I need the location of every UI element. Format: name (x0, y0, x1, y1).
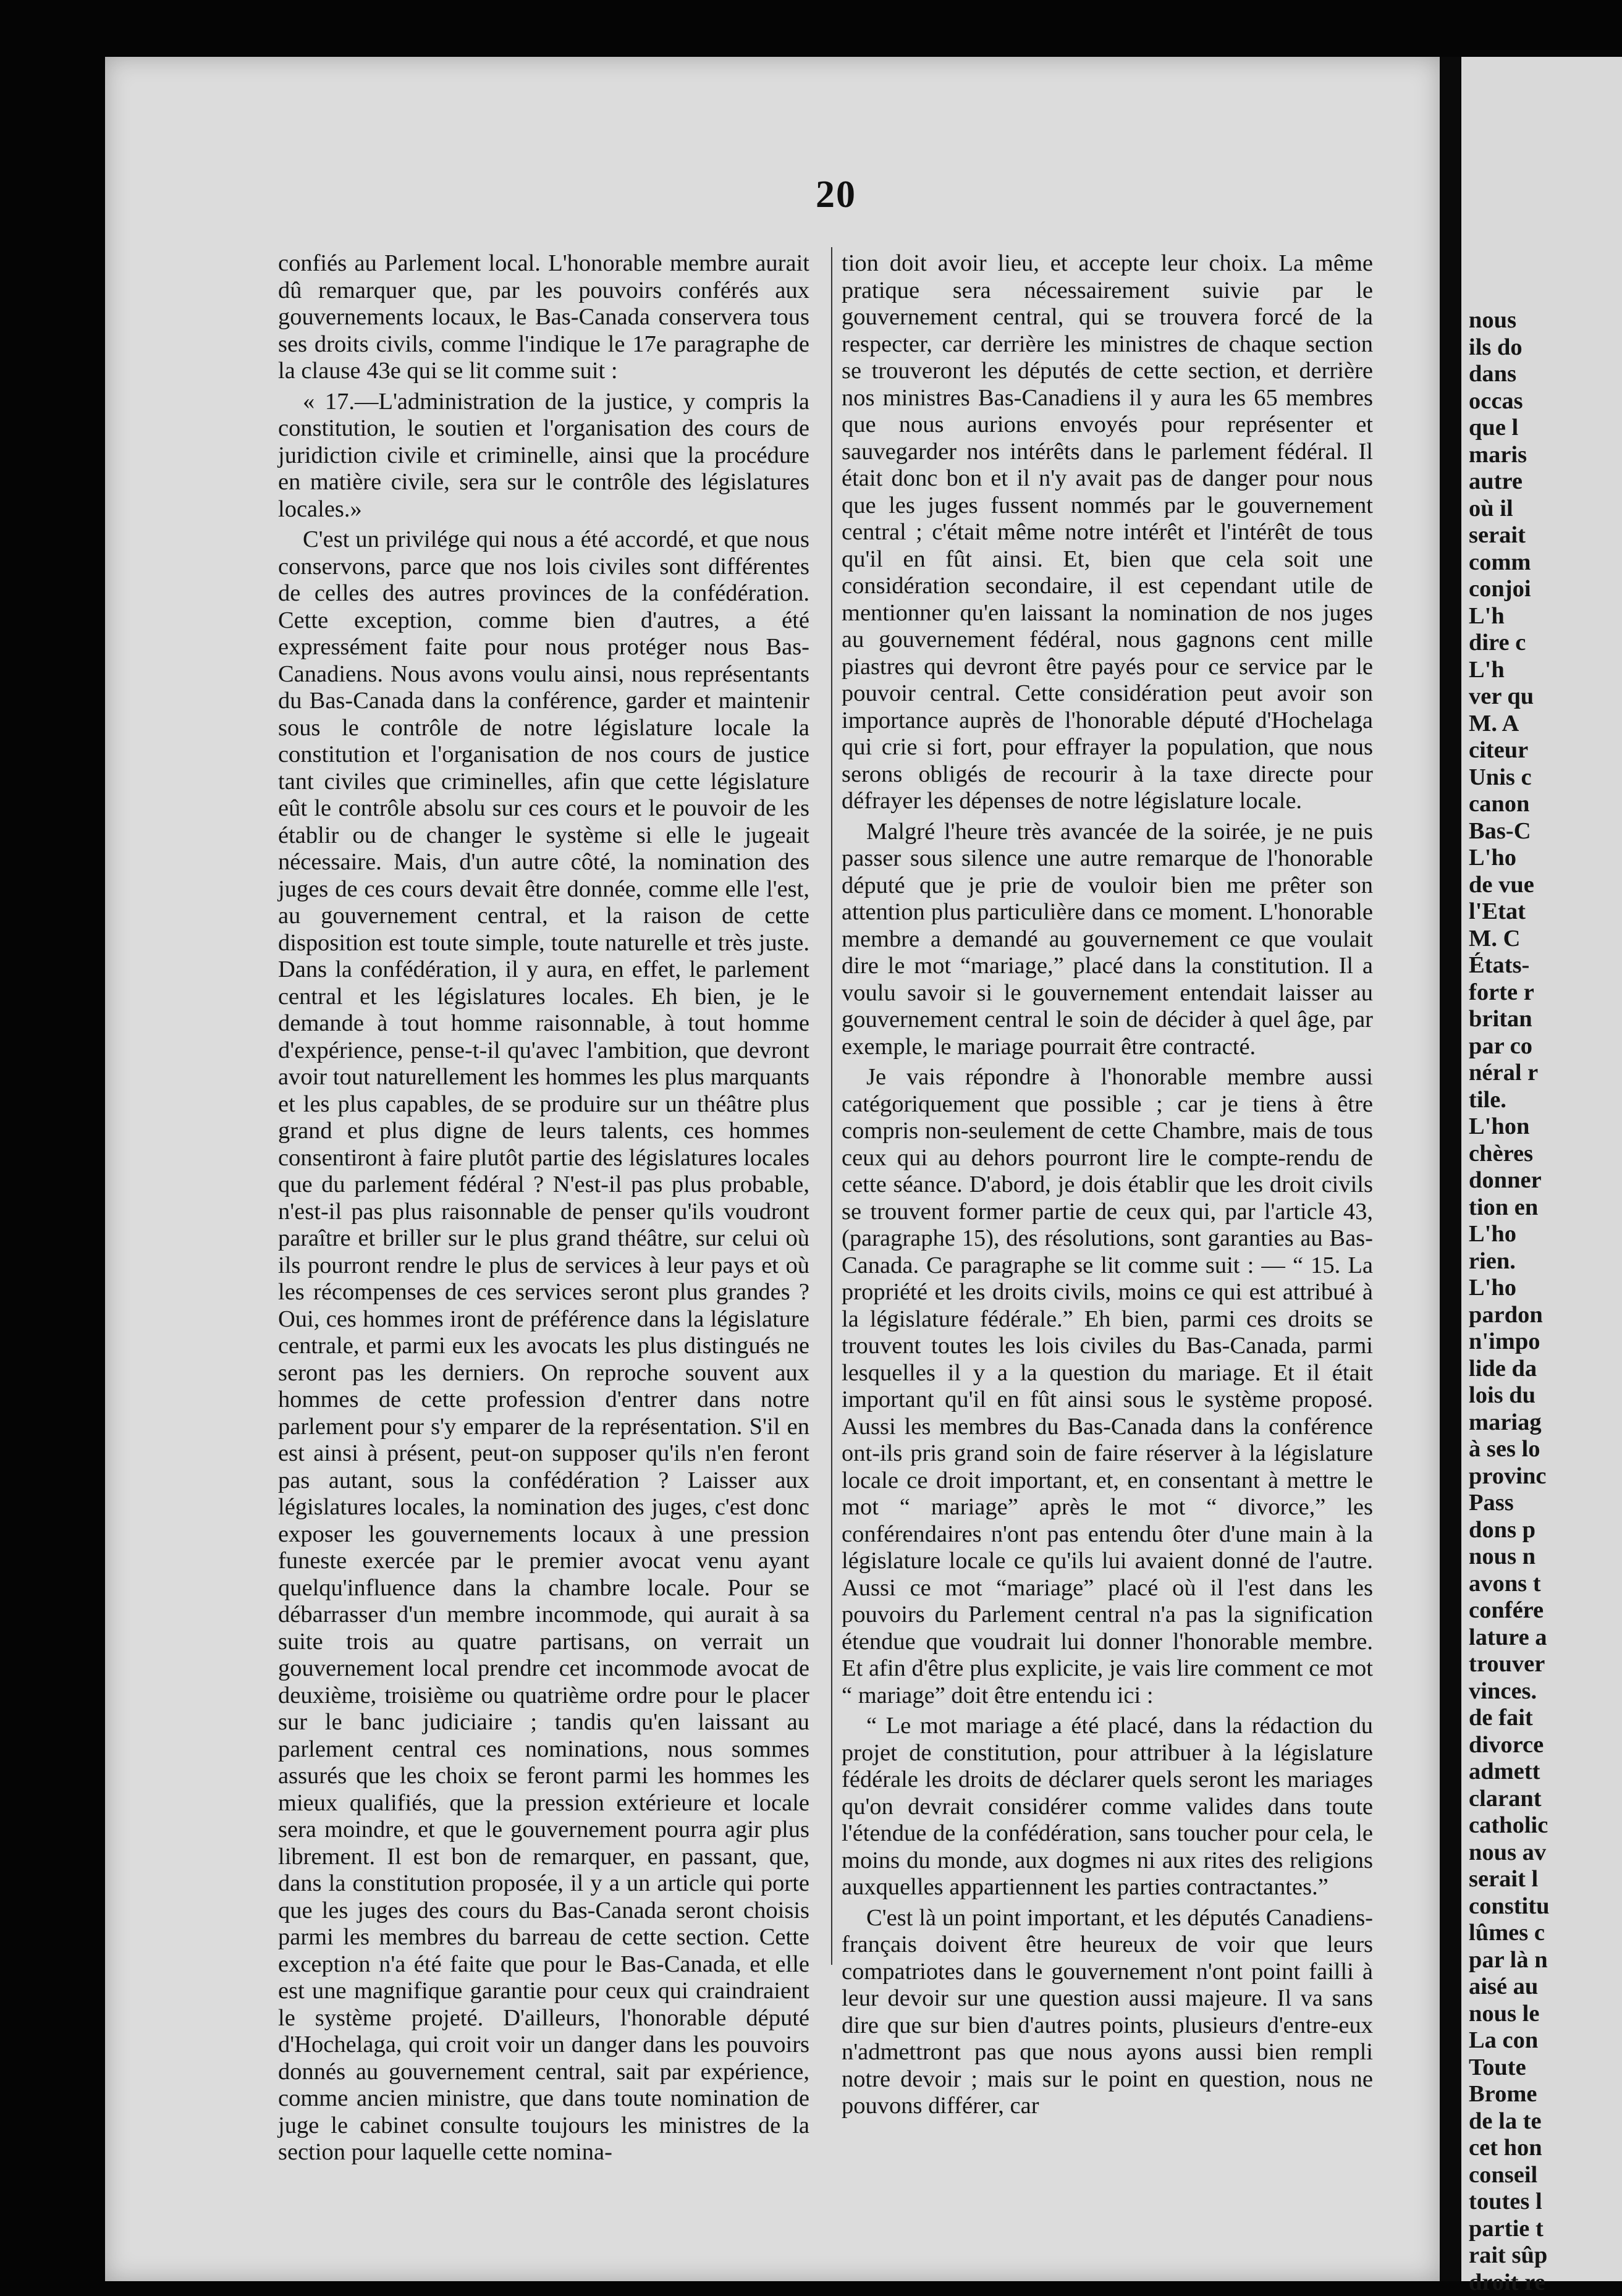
fragment-line: Pass (1469, 1490, 1617, 1517)
fragment-line: conseil (1469, 2162, 1617, 2189)
fragment-line: ils do (1469, 334, 1617, 361)
fragment-line: lois du (1469, 1382, 1617, 1409)
fragment-line: L'ho (1469, 1221, 1617, 1248)
fragment-line: nous n (1469, 1543, 1617, 1571)
fragment-line: citeur (1469, 737, 1617, 764)
fragment-line: n'impo (1469, 1328, 1617, 1356)
fragment-line: tion en (1469, 1194, 1617, 1222)
fragment-line: États- (1469, 952, 1617, 979)
paragraph: C'est là un point important, et les députés Canadiens-français doivent être heureux de voir que leurs compatriotes dans le gouvernement n'ont point failli à leur devoir sur une question aussi majeure. Il va sans dire que sur bien d'autres points, plusieurs d'entre-eux n'admettront pas que nous ayons aussi bien rempli notre devoir ; mais sur le point en question, nous ne pouvons différer, car (842, 1905, 1373, 2120)
text-column-right (842, 250, 1373, 2227)
fragment-line: cet hon (1469, 2135, 1617, 2162)
fragment-line: toutes l (1469, 2188, 1617, 2216)
fragment-line: serait (1469, 522, 1617, 549)
next-page-column-fragment (1469, 307, 1617, 2296)
fragment-line: catholic (1469, 1812, 1617, 1839)
paragraph: Malgré l'heure très avancée de la soirée, je ne puis passer sous silence une autre remarque de l'honorable député que je prie de vouloir bien me prêter son attention plus particulière dans ce moment. L'honorable membre a demandé au gouvernement ce que voulait dire le mot “mariage,” placé dans la constitution. Il a voulu savoir si le gouvernement entendait laisser au gouvernement central le soin de décider à quel âge, par exemple, le mariage pourrait être contracté. (842, 819, 1373, 1061)
fragment-line: par co (1469, 1033, 1617, 1060)
fragment-line: canon (1469, 791, 1617, 818)
fragment-line: divorce (1469, 1732, 1617, 1759)
column-divider (831, 247, 832, 1965)
fragment-line: L'h (1469, 657, 1617, 684)
fragment-line: Unis c (1469, 764, 1617, 791)
fragment-line: pardon (1469, 1302, 1617, 1329)
quoted-definition: “ Le mot mariage a été placé, dans la rédaction du projet de constitution, pour attribuer à la législature fédérale les droits de déclarer quels seront les mariages qu'on devrait considérer comme valides dans toute l'étendue de la confédération, sans toucher pour cela, le moins du monde, aux dogmes ni aux rites des religions auxquelles appartiennent les parties contractantes.” (842, 1713, 1373, 1901)
fragment-line: lûmes c (1469, 1920, 1617, 1947)
quoted-clause: « 17.—L'administration de la justice, y compris la constitution, le soutien et l'organisation des cours de juridiction civile et criminelle, ainsi que la procédure en matière civile, sera sur le contrôle des législatures locales.» (278, 389, 809, 523)
fragment-line: par là n (1469, 1947, 1617, 1974)
fragment-line: tile. (1469, 1087, 1617, 1114)
fragment-line: Toute (1469, 2054, 1617, 2082)
fragment-line: forte r (1469, 979, 1617, 1007)
page-number: 20 (816, 173, 856, 217)
text-column-left (278, 250, 809, 2227)
fragment-line: L'ho (1469, 845, 1617, 872)
fragment-line: chères (1469, 1141, 1617, 1168)
fragment-line: lature a (1469, 1624, 1617, 1652)
fragment-line: droit re (1469, 2269, 1617, 2296)
fragment-line: maris (1469, 442, 1617, 469)
fragment-line: rait sûp (1469, 2242, 1617, 2269)
fragment-line: vinces. (1469, 1678, 1617, 1705)
paragraph: C'est un privilége qui nous a été accordé, et que nous conservons, parce que nos lois civiles sont différentes de celles des autres provinces de la confédération. Cette exception, comme bien d'autres, a été expressément faite pour nous protéger nous Bas-Canadiens. Nous avons voulu ainsi, nous représentants du Bas-Canada dans la conférence, garder et maintenir sous le contrôle de notre législature locale la constitution et l'organisation de nos cours de justice tant civiles que criminelles, afin que cette législature eût le contrôle absolu sur ces cours et le pouvoir de les établir ou de changer le système si elle le jugeait nécessaire. Mais, d'un autre côté, la nomination des juges de ces cours devait être donnée, comme elle l'est, au gouvernement central, et la raison de cette disposition est toute simple, toute naturelle et très juste. Dans la confédération, il y aura, en effet, le parlement central et les législatures locales. Eh bien, je le demande à tout homme raisonnable, à tout homme d'expérience, pense-t-il qu'avec l'ambition, que devront avoir tout naturellement les hommes les plus marquants et les plus capables, de se produire sur un théâtre plus grand et plus digne de leurs talents, ces hommes consentiront à faire plutôt partie des législatures locales que du parlement fédéral ? N'est-il pas plus probable, n'est-il pas plus raisonnable de penser qu'ils voudront paraître et briller sur le plus grand théâtre, sur celui où ils pourront rendre le plus de services à leur pays et où les récompenses de ces services seront plus grandes ? Oui, ces hommes iront de préférence dans la législature centrale, et parmi eux les avocats les plus distingués ne seront pas les derniers. On reproche souvent aux hommes de cette profession d'entrer dans notre parlement pour s'y emparer de la représentation. S'il en est ainsi à présent, peut-on supposer qu'ils n'en feront pas autant, sous la confédération ? Laisser aux législatures locales, la nomination des juges, c'est donc exposer les gouvernements locaux à une pression funeste exercée par le premier avocat venu ayant quelqu'influence dans la chambre locale. Pour se débarrasser d'un membre incommode, qui aurait à sa suite trois au quatre partisans, on verrait un gouvernement local prendre cet incommode avocat de deuxième, troisième ou quatrième ordre pour le placer sur le banc judiciaire ; tandis qu'en laissant au parlement central ces nominations, nous sommes assurés que les choix se feront parmi les hommes les mieux qualifiés, que la pression extérieure et locale sera moindre, et que le gouvernement pourra agir plus librement. Il est bon de remarquer, en passant, que, dans la constitution proposée, il y a un article qui porte que les juges des cours du Bas-Canada seront choisis parmi les membres du barreau de cette section. Cette exception n'a été faite que pour le Bas-Canada, et elle est une magnifique garantie pour ceux qui craindraient le système projeté. D'ailleurs, l'honorable député d'Hochelaga, qui croit voir un danger dans les pouvoirs donnés au gouvernement central, sait par expérience, comme ancien ministre, que dans toute nomination de juge le cabinet consulte toujours les ministres de la section pour laquelle cette nomina- (278, 526, 809, 2166)
fragment-line: dons p (1469, 1517, 1617, 1544)
fragment-line: admett (1469, 1758, 1617, 1786)
fragment-line: donner (1469, 1167, 1617, 1194)
paragraph: confiés au Parlement local. L'honorable membre aurait dû remarquer que, par les pouvoirs conférés aux gouvernements locaux, le Bas-Canada conservera tous ses droits civils, comme l'indique le 17e paragraphe de la clause 43e qui se lit comme suit : (278, 250, 809, 385)
fragment-line: L'ho (1469, 1275, 1617, 1302)
fragment-line: trouver (1469, 1651, 1617, 1678)
fragment-line: rien. (1469, 1248, 1617, 1275)
fragment-line: comm (1469, 549, 1617, 576)
fragment-line: de la te (1469, 2108, 1617, 2135)
fragment-line: où il (1469, 496, 1617, 523)
fragment-line: néral r (1469, 1060, 1617, 1087)
fragment-line: de vue (1469, 872, 1617, 899)
fragment-line: provinc (1469, 1463, 1617, 1490)
page-gutter (1440, 57, 1461, 2281)
fragment-line: confére (1469, 1597, 1617, 1624)
fragment-line: M. C (1469, 926, 1617, 953)
fragment-line: avons t (1469, 1571, 1617, 1598)
fragment-line: M. A (1469, 711, 1617, 738)
fragment-line: serait l (1469, 1866, 1617, 1893)
fragment-line: autre (1469, 468, 1617, 496)
fragment-line: nous av (1469, 1839, 1617, 1867)
fragment-line: La con (1469, 2027, 1617, 2054)
fragment-line: L'h (1469, 603, 1617, 630)
fragment-line: britan (1469, 1006, 1617, 1033)
fragment-line: dire c (1469, 630, 1617, 657)
fragment-line: Bas-C (1469, 818, 1617, 845)
fragment-line: conjoi (1469, 576, 1617, 603)
paragraph: Je vais répondre à l'honorable membre aussi catégoriquement que possible ; car je tiens à être compris non-seulement de cette Chambre, mais de tous ceux qui au dehors pourront lire le compte-rendu de cette séance. D'abord, je dois établir que les droit civils se trouvent former partie de ceux qui, par l'article 43, (paragraphe 15), des résolutions, sont garanties au Bas-Canada. Ce paragraphe se lit comme suit : — “ 15. La propriété et les droits civils, moins ce qui est attribué à la législature fédérale.” Eh bien, parmi ces droits se trouvent toutes les lois civiles du Bas-Canada, parmi lesquelles il y a la question du mariage. Et il était important qu'il en fût ainsi sous le système proposé. Aussi les membres du Bas-Canada dans la conférence ont-ils pris grand soin de faire réserver à la législature locale ce droit important, et, en consentant à mettre le mot “ mariage” après le mot “ divorce,” les conférendaires n'ont pas entendu ôter d'une main à la législature locale ce qu'ils lui avaient donné de l'autre. Aussi ce mot “mariage” placé où il l'est dans les pouvoirs du Parlement central n'a pas la signification étendue que voudrait lui donner l'honorable membre. Et afin d'être plus explicite, je vais lire comment ce mot “ mariage” doit être entendu ici : (842, 1064, 1373, 1709)
fragment-line: constitu (1469, 1893, 1617, 1920)
fragment-line: l'Etat (1469, 898, 1617, 926)
fragment-line: aisé au (1469, 1973, 1617, 2001)
fragment-line: clarant (1469, 1786, 1617, 1813)
fragment-line: nous le (1469, 2001, 1617, 2028)
fragment-line: occas (1469, 388, 1617, 415)
fragment-line: mariag (1469, 1409, 1617, 1437)
fragment-line: partie t (1469, 2216, 1617, 2243)
fragment-line: ver qu (1469, 683, 1617, 711)
fragment-line: nous (1469, 307, 1617, 334)
fragment-line: L'hon (1469, 1113, 1617, 1141)
right-page-edge (1461, 57, 1622, 2281)
fragment-line: lide da (1469, 1356, 1617, 1383)
fragment-line: que l (1469, 415, 1617, 442)
fragment-line: Brome (1469, 2081, 1617, 2108)
fragment-line: de fait (1469, 1705, 1617, 1732)
fragment-line: à ses lo (1469, 1436, 1617, 1463)
fragment-line: dans (1469, 361, 1617, 388)
paragraph: tion doit avoir lieu, et accepte leur choix. La même pratique sera nécessairement suivie par le gouvernement central, qui se trouvera forcé de la respecter, car derrière les ministres de chaque section se trouveront les députés de cette section, et derrière nos ministres Bas-Canadiens il y aura les 65 membres que nous aurions envoyés pour représenter et sauvegarder nos intérêts dans le parlement fédéral. Il était donc bon et il n'y avait pas de danger pour nous que les juges fussent nommés par le gouvernement central ; c'était même notre intérêt et l'intérêt de tous qu'il en fût ainsi. Et, bien que cela soit une considération secondaire, il est cependant utile de mentionner qu'en laissant la nomination de nos juges au gouvernement fédéral, nous gagnons cent mille piastres qui devront être payés pour ce service par le pouvoir central. Cette considération peut avoir son importance auprès de l'honorable député d'Hochelaga qui crie si fort, pour effrayer la population, que nous serons obligés de recourir à la taxe directe pour défrayer les dépenses de notre législature locale. (842, 250, 1373, 815)
